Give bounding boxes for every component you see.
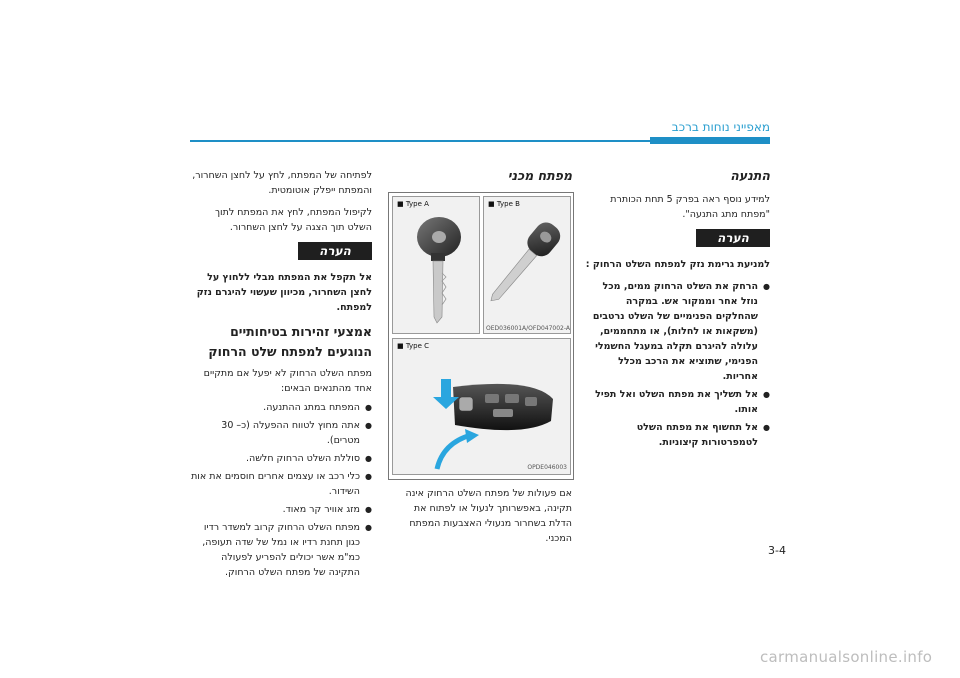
note-text: אל תקפל את המפתח מבלי ללחוץ על לחצן השחרור, מכיוון שעשוי להיגרם נזק למפתח. [196,272,372,313]
key-type-b-icon [484,197,570,333]
middle-column-heading [388,168,572,192]
flip-key-type-c-icon [393,339,570,474]
section-heading-mechanical-key: מפתח מכני [507,168,572,183]
figure-code-top: OED036001A/OFD047002-A [486,325,570,332]
note-title: למניעת גרימת נזק למפתח השלט הרחוק : [585,259,770,270]
precautions-title: אמצעי זהירות בטיחותיים הנוגעים למפתח שלט הרחוק [208,324,372,359]
panel-type-a [392,196,480,334]
fold-text: לקיפול המפתח, לחץ את המפתח לתוך השלט תוך הצגה על לחצן השחרור. [214,207,372,233]
list-item: ● אתה מחוץ לטווח ההפעלה (כ– 30 מטרים). [190,418,372,448]
note-label: הערה [696,229,770,247]
header-title: מאפייני נוחות ברכב [671,120,770,134]
section-heading-ignition: התנעה [730,168,770,183]
list-item: ● סוללת השלט הרחוק חלשה. [190,451,372,466]
intro-text: למידע נוסף ראה בפרק 5 תחת הכותרת "מפתח מתג התנעה". [610,194,770,220]
key-type-a-icon [393,197,479,333]
note-label: הערה [298,242,372,260]
list-item: ● כלי רכב או עצמים אחרים חוסמים את אות השידור. [190,469,372,499]
figure-caption [388,486,572,553]
precautions-intro: מפתח השלט הרחוק לא יפעל אם מתקיים אחד מהתנאים הבאים: [203,368,372,394]
list-item: ● אל תחשוף את מפתח השלט לטמפרטורות קיצוניות. [585,420,770,450]
watermark: carmanualsonline.info [760,648,933,666]
unfold-text: לפתיחה של המפתח, לחץ על לחצן השחרור, והמפתח ייפלק אוטומטית. [192,170,372,196]
figure-code-bottom: OPDE046003 [527,464,567,471]
type-a-label: ■ Type A [397,200,429,208]
caption-text: אם פעולות של מפתח השלט הרחוק אינה תקינה, באפשרותך לנעול או לפתוח את הדלת בשחרור מנעולי האצבעות המפתח המכני. [405,488,572,544]
list-item: ● המפתח במתג ההתנעה. [190,400,372,415]
right-column [585,168,770,453]
precautions-list [190,400,372,580]
list-item: ● מזג אוויר קר מאוד. [190,502,372,517]
header-tab-bar [650,137,770,144]
panel-type-b [483,196,571,334]
type-b-label: ■ Type B [488,200,520,208]
list-item: ● הרחק את השלט הרחוק ממים, מכל נוזל אחר וממקור אש. במקרה שהחלקים הפנימיים של השלט נרטבים (משקאות או לחלות), או מתחממים, עלולה להיגרם תקלה במעגל החשמלי הפנימי, שתוציא את הרכב מכלל אחריות. [585,279,770,384]
type-c-label: ■ Type C [397,342,430,350]
list-item: ● אל תשליך את מפתח השלט ואל תפיל אותו. [585,387,770,417]
page-number: 3-4 [768,544,786,557]
note-bullet-list [585,279,770,450]
key-figure [388,192,574,480]
list-item: ● מפתח השלט הרחוק קרוב למשדר רדיו כגון תחנת רדיו או נמל של שדה תעופה, כמ"מ אשר יכולים להפריע לפעולה התקינה של מפתח השלט הרחוק. [190,520,372,580]
left-column [190,168,372,583]
panel-type-c [392,338,571,475]
